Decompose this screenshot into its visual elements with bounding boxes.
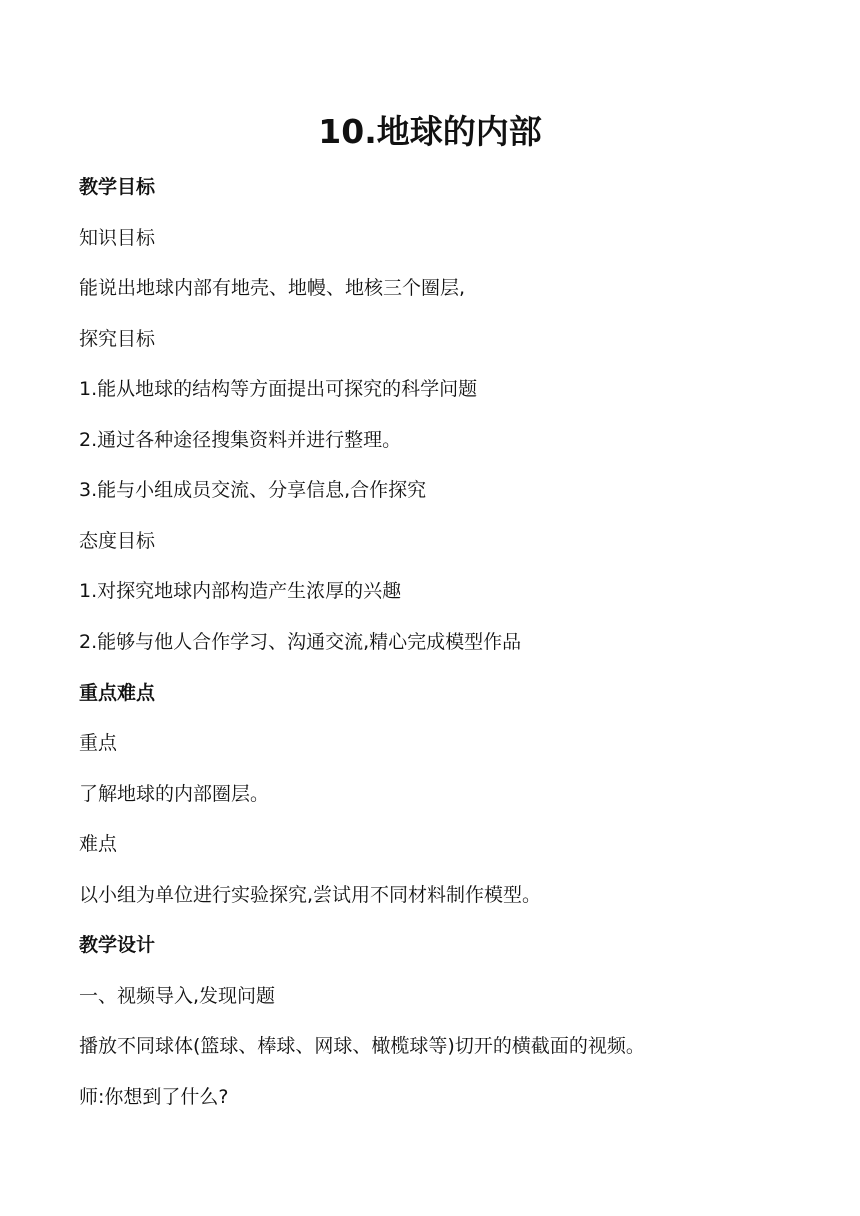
paragraph: 师:你想到了什么? xyxy=(79,1086,229,1108)
document-title: 10.地球的内部 xyxy=(318,112,542,151)
subheading-knowledge-goals: 知识目标 xyxy=(79,227,156,249)
section-heading-teaching-design: 教学设计 xyxy=(79,934,156,956)
list-item: 2.通过各种途径搜集资料并进行整理。 xyxy=(79,429,402,451)
subheading-key-point: 重点 xyxy=(79,732,118,754)
subheading-video-intro: 一、视频导入,发现问题 xyxy=(79,985,276,1007)
paragraph: 播放不同球体(篮球、棒球、网球、橄榄球等)切开的横截面的视频。 xyxy=(79,1035,645,1057)
paragraph: 能说出地球内部有地壳、地幔、地核三个圈层, xyxy=(79,277,466,299)
list-item: 3.能与小组成员交流、分享信息,合作探究 xyxy=(79,479,427,501)
paragraph: 以小组为单位进行实验探究,尝试用不同材料制作模型。 xyxy=(79,884,542,906)
paragraph: 了解地球的内部圈层。 xyxy=(79,783,270,805)
list-item: 1.能从地球的结构等方面提出可探究的科学问题 xyxy=(79,378,478,400)
list-item: 2.能够与他人合作学习、沟通交流,精心完成模型作品 xyxy=(79,631,522,653)
list-item: 1.对探究地球内部构造产生浓厚的兴趣 xyxy=(79,580,402,602)
subheading-difficulty: 难点 xyxy=(79,833,118,855)
subheading-attitude-goals: 态度目标 xyxy=(79,530,156,552)
subheading-inquiry-goals: 探究目标 xyxy=(79,328,156,350)
section-heading-key-points: 重点难点 xyxy=(79,682,156,704)
section-heading-teaching-goals: 教学目标 xyxy=(79,176,156,198)
